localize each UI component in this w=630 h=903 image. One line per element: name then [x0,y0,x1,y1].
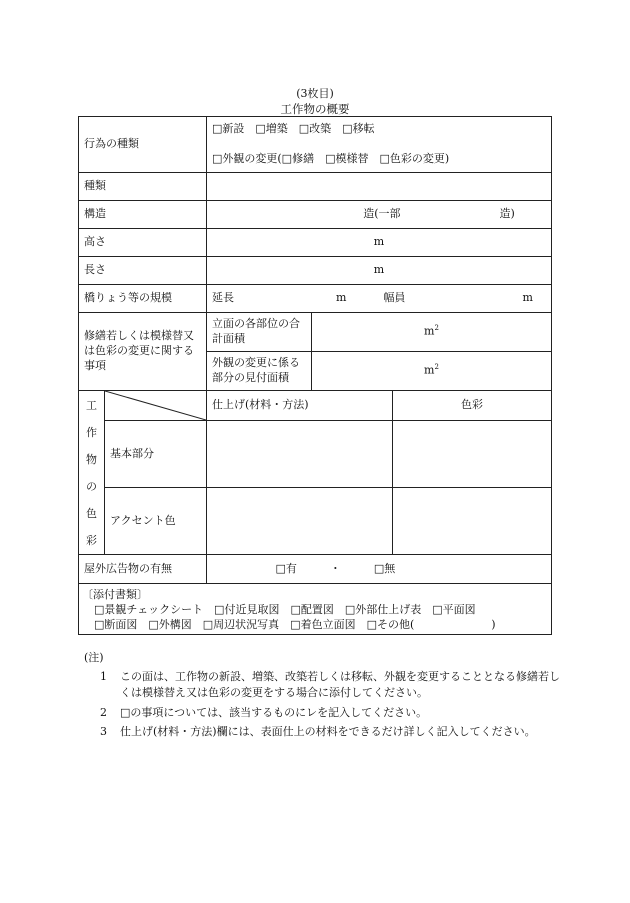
notes-section [84,650,564,744]
visible-area-unit-sup: 2 [434,363,439,372]
act-kind-options[interactable] [207,117,552,173]
width-label: 幅員 [383,291,406,305]
note-number: 1 [100,669,107,683]
row-act-kind [79,117,552,173]
finish-header: 仕上げ(材料・方法) [207,391,393,421]
row-bridge-scale [79,285,552,313]
note-number: 3 [100,725,107,738]
outdoor-ad-options [207,555,552,584]
row-basic-part [79,421,552,488]
repair-label: 修繕若しくは模様替又は色彩の変更に関する事項 [79,313,207,391]
row-outdoor-ad [79,555,552,584]
act-kind-line2[interactable]: □外観の変更(□修繕 □模様替 □色彩の変更) [212,152,450,165]
attachments-line2[interactable]: □断面図 □外構図 □周辺状況写真 □着色立面図 □その他( ) [94,617,496,631]
length-unit: m [373,263,385,277]
width-unit: m [522,291,533,305]
basic-finish-value[interactable] [207,421,393,488]
note-text: この面は、工作物の新設、増築、改築若しくは移転、外観を変更することとなる修繕若しくは模様替え又は色彩の変更をする場合に添付してください。 [120,669,560,699]
extension-label: 延長 [212,291,234,305]
vchar-5: 彩 [86,533,97,547]
structure-value[interactable] [207,201,552,229]
attachments-line1[interactable]: □景観チェックシート □付近見取図 □配置図 □外部仕上げ表 □平面図 [94,603,476,617]
height-label: 高さ [79,229,207,257]
accent-color-label: アクセント色 [105,488,207,555]
act-kind-line1[interactable]: □新設 □増築 □改築 □移転 [212,122,375,136]
bridge-value[interactable] [207,285,552,313]
outdoor-ad-separator: ・ [329,561,341,575]
row-structure [79,201,552,229]
elevation-area-label: 立面の各部位の合計面積 [207,313,312,352]
vchar-2: 物 [86,452,97,466]
note-item [100,669,564,702]
length-label: 長さ [79,257,207,285]
structure-overview-table [78,116,552,635]
row-kind [79,173,552,201]
color-vertical-label [79,391,105,555]
visible-area-unit: m [424,363,435,377]
structure-text: 造(一部 造) [363,207,515,221]
row-repair-elevation [79,313,552,352]
structure-label: 構造 [79,201,207,229]
elevation-area-value[interactable] [312,313,552,352]
vchar-4: 色 [86,506,97,520]
basic-part-label: 基本部分 [105,421,207,488]
row-color-header [79,391,552,421]
elevation-area-unit: m [424,324,435,338]
color-header: 色彩 [393,391,552,421]
accent-color-value[interactable] [393,488,552,555]
diagonal-line [105,391,206,420]
page-number: (3枚目) [296,87,334,100]
row-accent-color [79,488,552,555]
form-title: 工作物の概要 [280,102,350,116]
attachments-title: 〔添付書類〕 [82,588,148,602]
bridge-label: 橋りょう等の規模 [79,285,207,313]
note-text: 仕上げ(材料・方法)欄には、表面仕上の材料をできるだけ詳しく記入してください。 [120,725,536,738]
height-unit: m [373,235,385,249]
kind-value[interactable] [207,173,552,201]
notes-head: (注) [84,651,104,664]
note-item [100,724,564,741]
row-attachments [79,584,552,635]
length-value[interactable] [207,257,552,285]
diagonal-header-cell [105,391,207,421]
height-value[interactable] [207,229,552,257]
note-item [100,705,564,722]
elevation-area-unit-sup: 2 [434,324,439,333]
extension-unit: m [336,291,347,305]
visible-area-value[interactable] [312,352,552,391]
vchar-1: 作 [86,425,97,439]
note-text: □の事項については、該当するものにレを記入してください。 [120,705,428,719]
attachments-cell [79,584,552,635]
row-length [79,257,552,285]
outdoor-ad-no-checkbox[interactable]: □無 [373,561,396,575]
note-number: 2 [100,705,107,719]
act-kind-label: 行為の種類 [79,117,207,173]
vchar-3: の [86,479,97,493]
row-height [79,229,552,257]
visible-area-label: 外観の変更に係る部分の見付面積 [207,352,312,391]
accent-finish-value[interactable] [207,488,393,555]
basic-color-value[interactable] [393,421,552,488]
vchar-0: 工 [86,398,97,412]
outdoor-ad-yes-checkbox[interactable]: □有 [275,561,297,575]
outdoor-ad-label: 屋外広告物の有無 [79,555,207,584]
kind-label: 種類 [79,173,207,201]
